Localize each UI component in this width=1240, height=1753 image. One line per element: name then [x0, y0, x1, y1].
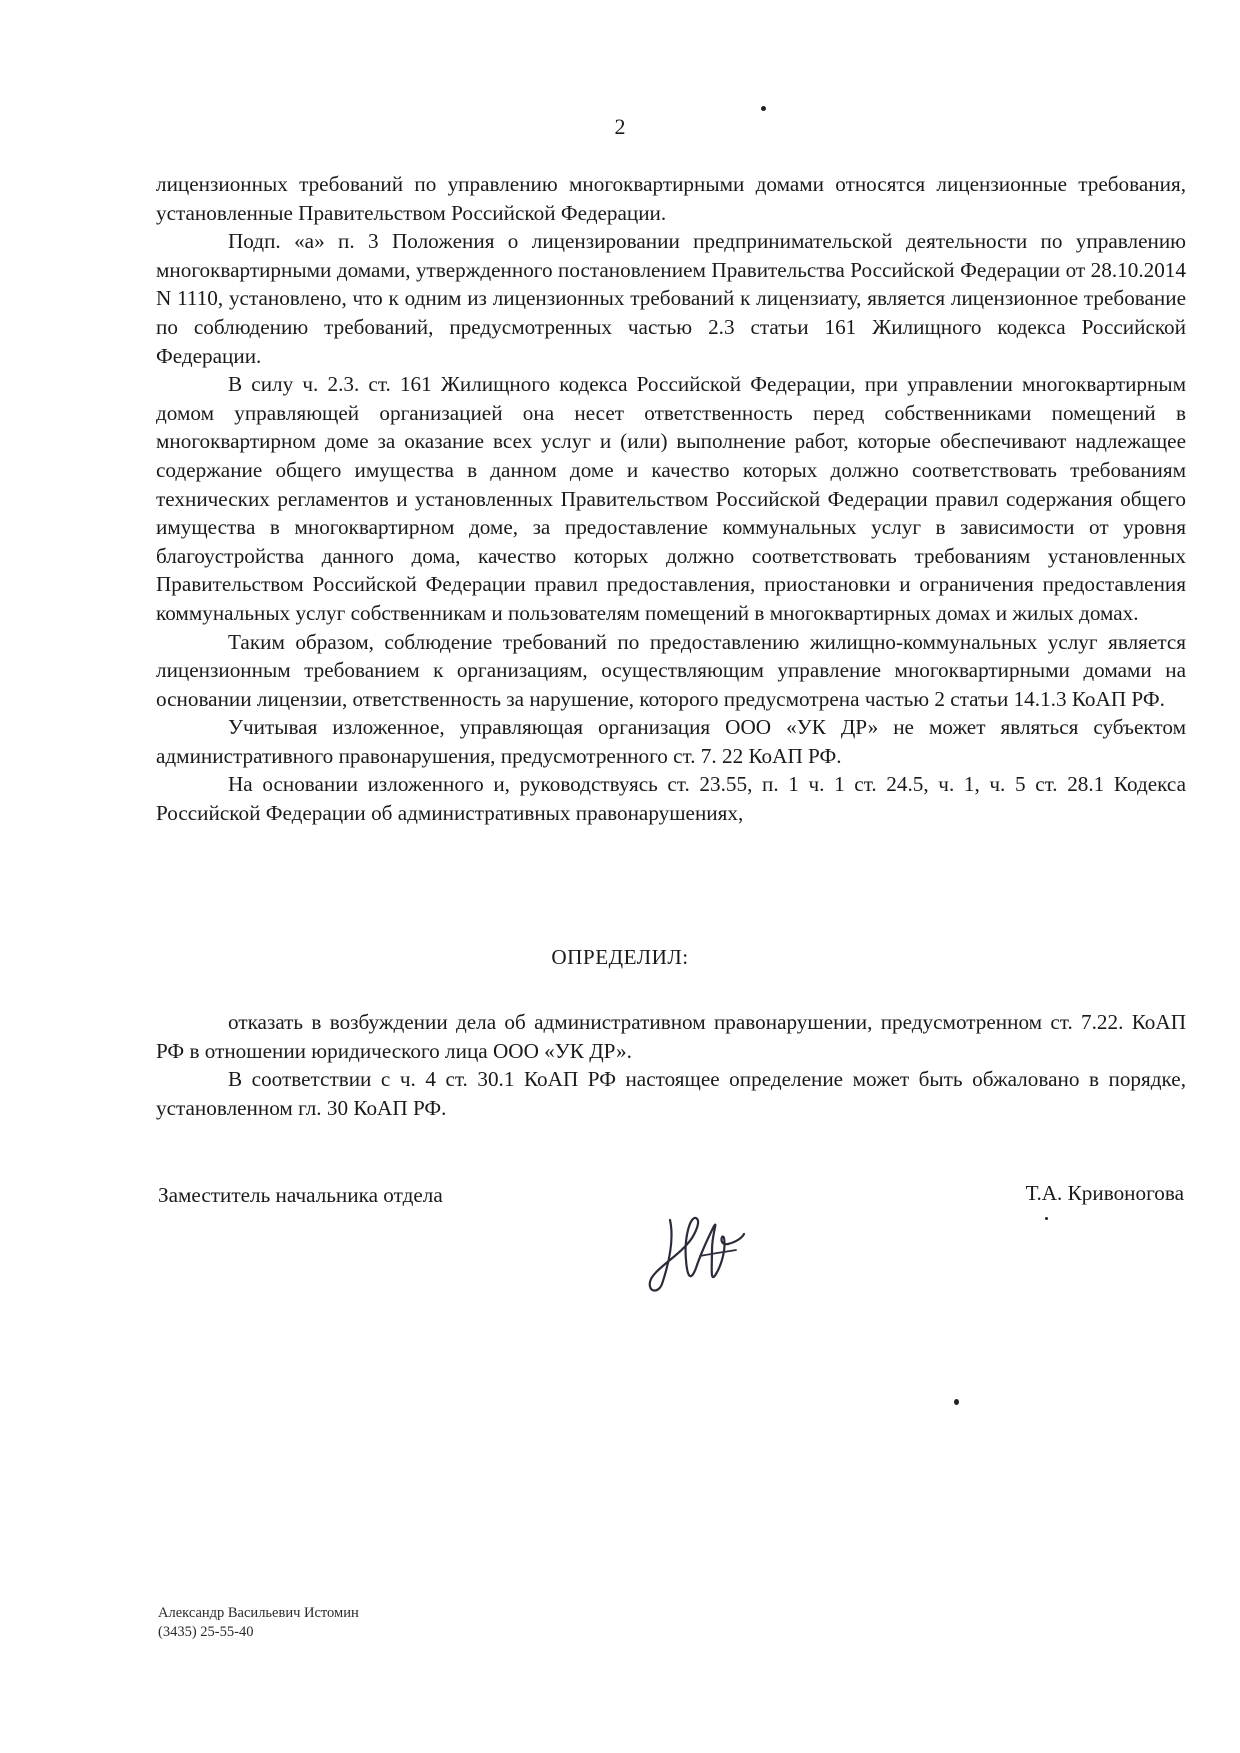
decision-heading: ОПРЕДЕЛИЛ:: [551, 945, 689, 969]
paragraph-continuation: лицензионных требований по управлению многоквартирными домами относятся лицензионные требования, установленные Правительством Российской Федерации.: [156, 172, 1186, 225]
paragraph-legal-basis: На основании изложенного и, руководствуясь ст. 23.55, п. 1 ч. 1 ст. 24.5, ч. 1, ч. 5 ст. 28.1 Кодекса Российской Федерации об административных правонарушениях,: [156, 772, 1186, 826]
decision-appeal: В соответствии с ч. 4 ст. 30.1 КоАП РФ настоящее определение может быть обжаловано в порядке, установленном гл. 30 КоАП РФ.: [156, 1067, 1186, 1120]
document-body: [156, 170, 1186, 828]
signatory-position: Заместитель начальника отдела: [158, 1183, 443, 1207]
decision-body: [156, 1008, 1186, 1122]
scan-speck: [761, 106, 766, 111]
executor-name: Александр Васильевич Истомин: [158, 1605, 359, 1621]
scan-speck: [1045, 1217, 1048, 1220]
executor-footer: [158, 1604, 359, 1642]
paragraph-licensing-regulation: Подп. «а» п. 3 Положения о лицензировании предпринимательской деятельности по управлению многоквартирными домами, утвержденного постановлением Правительства Российской Федерации от 28.10.2014 N 1110, установлено, что к одним из лицензионных требований к лицензиату, является лицензионное требование по соблюдению требований, предусмотренных частью 2.3 статьи 161 Жилищного кодекса Российской Федерации.: [156, 229, 1186, 368]
signatory-name: Т.А. Кривоногова: [1025, 1181, 1184, 1205]
page-number: 2: [614, 114, 626, 139]
paragraph-considering: Учитывая изложенное, управляющая организация ООО «УК ДР» не может являться субъектом административного правонарушения, предусмотренного ст. 7. 22 КоАП РФ.: [156, 715, 1186, 768]
handwritten-signature: [640, 1198, 770, 1308]
decision-refusal: отказать в возбуждении дела об административном правонарушении, предусмотренном ст. 7.22. КоАП РФ в отношении юридического лица ООО «УК ДР».: [156, 1010, 1186, 1063]
executor-phone: (3435) 25-55-40: [158, 1624, 254, 1640]
paragraph-conclusion: Таким образом, соблюдение требований по предоставлению жилищно-коммунальных услуг является лицензионным требованием к организациям, осуществляющим управление многоквартирными домами на основании лицензии, ответственность за нарушение, которого предусмотрена частью 2 статьи 14.1.3 КоАП РФ.: [156, 629, 1186, 711]
scan-speck: [954, 1399, 959, 1405]
paragraph-housing-code: В силу ч. 2.3. ст. 161 Жилищного кодекса Российской Федерации, при управлении многоквартирным домом управляющей организацией она несет ответственность перед собственниками помещений в многоквартирном доме за оказание всех услуг и (или) выполнение работ, которые обеспечивают надлежащее содержание общего имущества в данном доме и качество которых должно соответствовать требованиям технических регламентов и установленных Правительством Российской Федерации правил содержания общего имущества в многоквартирном доме, за предоставление коммунальных услуг в зависимости от уровня благоустройства данного дома, качество которых должно соответствовать требованиям установленных Правительством Российской Федерации правил предоставления, приостановки и ограничения предоставления коммунальных услуг собственникам и пользователям помещений в многоквартирных домах и жилых домах.: [156, 372, 1186, 625]
